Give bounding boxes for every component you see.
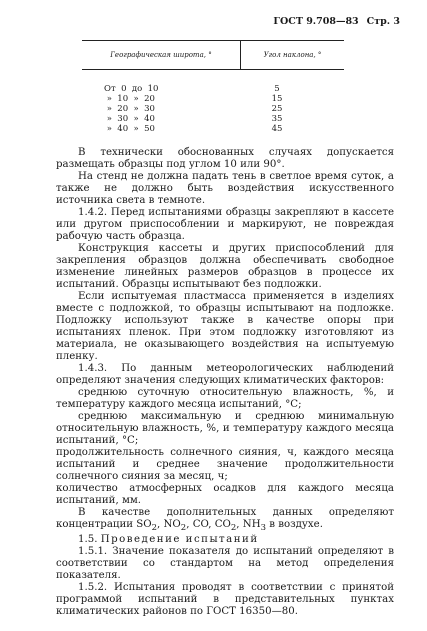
subscript: 2 [151, 523, 158, 534]
table-row [82, 104, 344, 114]
table-row [82, 94, 344, 104]
list-item-min-max: среднюю максимальную и среднюю минимальную относительную влажность, %, и температуру каждого месяца испытаний, °С; [56, 411, 394, 446]
paragraph: Если испытуемая пластмасса применяется в изделиях вместе с подложкой, то образцы испытывают на подложке. Подложку используют также в качестве опоры при испытаниях пленок. При этом подложку изготовляют из материала, не оказывающего воздействия на испытуемую пленку. [56, 291, 394, 362]
table-header-rule [82, 69, 344, 70]
column-header-angle: Угол наклона, ° [263, 51, 322, 59]
concentration-text: В качестве дополнительных данных определяют концентрации SO [56, 507, 394, 530]
section-title: Проведение испытаний [100, 534, 259, 546]
concentration-end: в воздухе. [269, 519, 323, 530]
tilt-angle: 15 [271, 94, 283, 104]
paragraph-1-5-1: 1.5.1. Значение показателя до испытаний определяют в соответствии со стандартом на метод определения показателя. [56, 546, 394, 582]
tilt-angle: 35 [271, 114, 283, 124]
tilt-angle: 25 [271, 104, 283, 114]
list-item-sunshine: продолжительность солнечного сияния, ч, каждого месяца испытаний и среднее значение продолжительности солнечного сияния за месяц, ч; [56, 447, 394, 482]
paragraph-concentrations: В качестве дополнительных данных определяют концентрации $SO_2$, $NO_2$, CO, $CO_2$, $NH_3$ в воздухе. [56, 507, 394, 534]
page-header [0, 16, 400, 27]
list-item-precipitation: количество атмосферных осадков для каждого месяца испытаний, мм. [56, 483, 394, 506]
subscript: 2 [180, 523, 187, 534]
page-number: Стр. 3 [366, 16, 400, 27]
table-body [82, 84, 344, 134]
table-row [82, 114, 344, 124]
latitude-angle-table [82, 40, 344, 134]
subscript: 2 [230, 523, 237, 534]
list-item-humidity: среднюю суточную относительную влажность, %, и температуру каждого месяца испытаний, °С; [56, 387, 394, 410]
formula-no: NO [163, 519, 181, 530]
latitude-range: » 30 » 40 [104, 114, 155, 124]
tilt-angle: 5 [274, 84, 280, 94]
table-row [82, 124, 344, 134]
latitude-range: » 10 » 20 [104, 94, 155, 104]
paragraph: В технически обоснованных случаях допускается размещать образцы под углом 10 или 90°. [56, 147, 394, 170]
paragraph: На стенд не должна падать тень в светлое время суток, а также не должно быть воздействия искусственного источника света в темноте. [56, 171, 394, 206]
column-header-latitude: Географическая широта, ° [110, 51, 212, 59]
latitude-range: От 0 до 10 [104, 84, 159, 94]
paragraph-1-4-3: 1.4.3. По данным метеорологических наблюдений определяют значения следующих климатических факторов: [56, 363, 394, 386]
paragraph-1-4-2: 1.4.2. Перед испытаниями образцы закрепляют в кассете или другом приспособлении и маркируют, не повреждая рабочую часть образца. [56, 207, 394, 242]
latitude-range: » 20 » 30 [104, 104, 155, 114]
section-heading-1-5 [56, 534, 394, 546]
section-number: 1.5. [78, 534, 98, 546]
body-text [56, 147, 394, 618]
paragraph: Конструкция кассеты и других приспособлений для закрепления образцов должна обеспечивать свободное изменение линейных размеров образцов в процессе их испытаний. Образцы испытывают без подложки. [56, 243, 394, 290]
formula-co: CO, CO [192, 519, 231, 530]
latitude-range: » 40 » 50 [104, 124, 155, 134]
table-row [82, 84, 344, 94]
subscript: 3 [260, 523, 267, 534]
formula-nh: NH [242, 519, 261, 530]
paragraph-1-5-2: 1.5.2. Испытания проводят в соответствии с принятой программой испытаний в представительных пунктах климатических районов по ГОСТ 16350—80. [56, 582, 394, 618]
tilt-angle: 45 [271, 124, 283, 134]
standard-number: ГОСТ 9.708—83 [273, 16, 359, 27]
table-header-row [82, 41, 344, 69]
